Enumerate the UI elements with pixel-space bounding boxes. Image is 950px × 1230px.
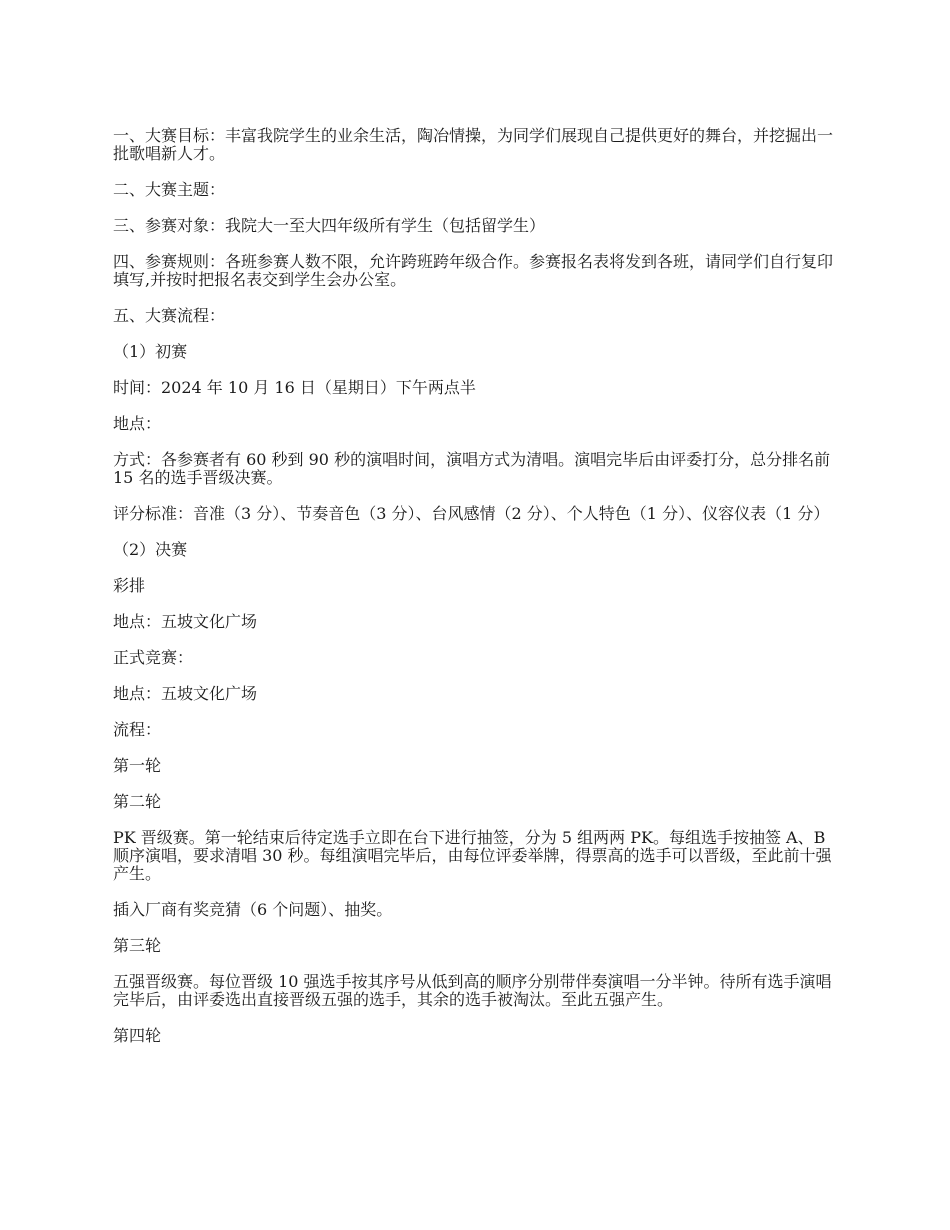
paragraph-rules: 四、参赛规则：各班参赛人数不限，允许跨班跨年级合作。参赛报名表将发到各班，请同学们自行复印填写,并按时把报名表交到学生会办公室。 bbox=[113, 252, 834, 289]
paragraph-pk-round: PK 晋级赛。第一轮结束后待定选手立即在台下进行抽签，分为 5 组两两 PK。每组选手按抽签 A、B 顺序演唱，要求清唱 30 秒。每组演唱完毕后，由每位评委举牌，得票高的选手可以晋级，至此前十强产生。 bbox=[113, 828, 832, 883]
paragraph-scoring-criteria: 评分标准：音准（3 分）、节奏音色（3 分）、台风感情（2 分）、个人特色（1 分）、仪容仪表（1 分） bbox=[113, 504, 830, 523]
paragraph-process-heading: 五、大赛流程： bbox=[113, 306, 226, 325]
paragraph-preliminary-location: 地点： bbox=[113, 414, 162, 433]
paragraph-rehearsal-location: 地点：五坡文化广场 bbox=[113, 612, 258, 631]
paragraph-quiz-lottery: 插入厂商有奖竞猜（6 个问题）、抽奖。 bbox=[113, 900, 393, 919]
paragraph-official-competition: 正式竞赛： bbox=[113, 648, 194, 667]
paragraph-goal: 一、大赛目标：丰富我院学生的业余生活，陶冶情操，为同学们展现自己提供更好的舞台，并挖掘出一批歌唱新人才。 bbox=[113, 126, 834, 163]
paragraph-participants: 三、参赛对象：我院大一至大四年级所有学生（包括留学生） bbox=[113, 216, 546, 235]
paragraph-preliminary-heading: （1）初赛 bbox=[113, 342, 188, 361]
paragraph-theme: 二、大赛主题： bbox=[113, 180, 226, 199]
paragraph-preliminary-method: 方式：各参赛者有 60 秒到 90 秒的演唱时间，演唱方式为清唱。演唱完毕后由评委打分，总分排名前 15 名的选手晋级决赛。 bbox=[113, 450, 836, 487]
paragraph-round-one: 第一轮 bbox=[113, 756, 162, 775]
document-body bbox=[113, 127, 835, 1063]
paragraph-top-five-round: 五强晋级赛。每位晋级 10 强选手按其序号从低到高的顺序分别带伴奏演唱一分半钟。待所有选手演唱完毕后，由评委选出直接晋级五强的选手，其余的选手被淘汰。至此五强产生。 bbox=[113, 972, 832, 1009]
paragraph-final-heading: （2）决赛 bbox=[113, 540, 188, 559]
paragraph-flow: 流程： bbox=[113, 720, 162, 739]
paragraph-round-four: 第四轮 bbox=[113, 1026, 162, 1045]
paragraph-competition-location: 地点：五坡文化广场 bbox=[113, 684, 258, 703]
paragraph-round-two: 第二轮 bbox=[113, 792, 162, 811]
paragraph-rehearsal: 彩排 bbox=[113, 576, 146, 595]
paragraph-round-three: 第三轮 bbox=[113, 936, 162, 955]
paragraph-preliminary-time: 时间：2024 年 10 月 16 日（星期日）下午两点半 bbox=[113, 378, 476, 397]
